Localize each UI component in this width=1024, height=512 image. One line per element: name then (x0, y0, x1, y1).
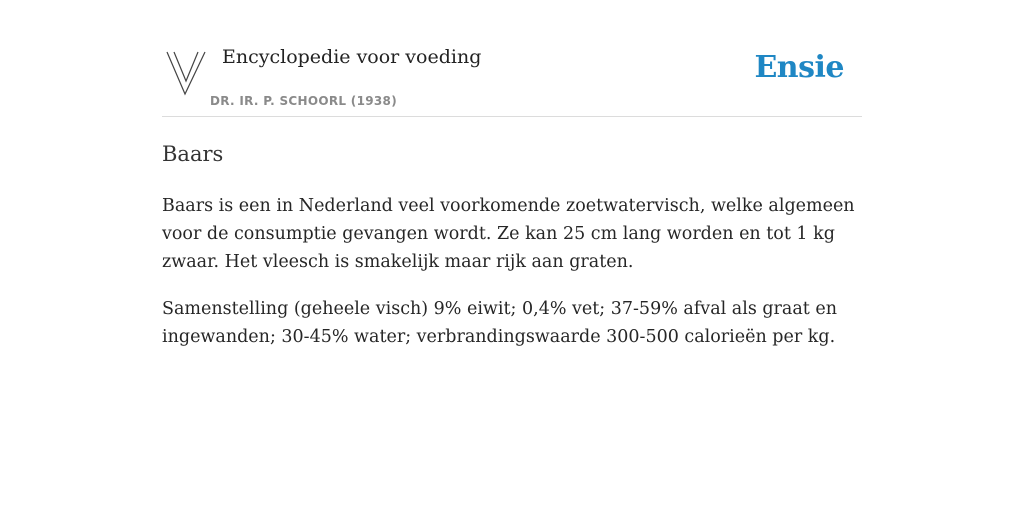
entry-title: Baars (162, 142, 224, 166)
entry-paragraph: Samenstelling (geheele visch) 9% eiwit; 0,4% vet; 37-59% afval als graat en ingewanden; 30-45% water; verbrandingswaarde 300-500 calorieën per kg. (162, 299, 838, 347)
book-title[interactable]: Encyclopedie voor voeding (222, 46, 482, 68)
book-header (162, 38, 862, 117)
entry-paragraph: Baars is een in Nederland veel voorkomende zoetwatervisch, welke algemeen voor de consumptie gevangen wordt. Ze kan 25 cm lang worden en tot 1 kg zwaar. Het vleesch is smakelijk maar rijk aan graten. (162, 196, 855, 272)
book-author: DR. IR. P. SCHOORL (1938) (210, 94, 397, 108)
entry-article (162, 138, 862, 370)
ensie-brand-link[interactable]: Ensie (754, 50, 844, 85)
v-logo-icon[interactable] (165, 48, 209, 96)
